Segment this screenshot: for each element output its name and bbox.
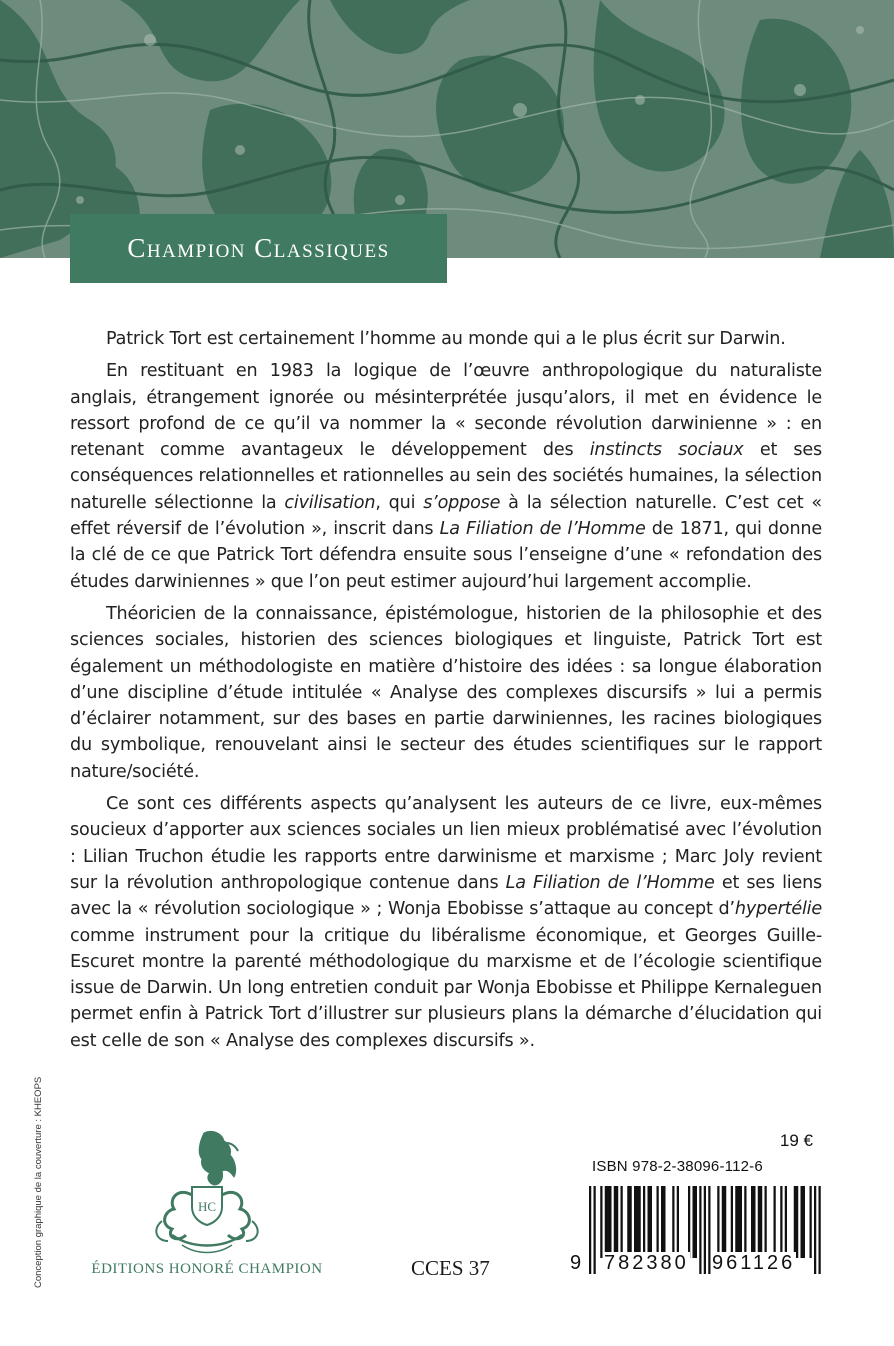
blurb-paragraph: Théoricien de la connaissance, épistémologue, historien de la philosophie et des sciences sociales, historien des sciences biologiques et linguiste, Patrick Tort est également un méthodologiste en matière d’histoire des idées : sa longue élaboration d’une discipline d’étude intitulée « Analyse des complexes discursifs » lui a permis d’éclairer notamment, sur des bases en partie darwiniennes, les racines biologiques du symbolique, renouvelant ainsi le secteur des études scientifiques sur le rapport nature/société. <box>70 603 822 782</box>
back-cover-blurb <box>70 326 822 1060</box>
italic-term: instincts sociaux <box>589 440 744 461</box>
blurb-paragraph: Ce sont ces différents aspects qu’analysent les auteurs de ce livre, eux-mêmes soucieux d’apporter aux sciences sociales un lien mieux problématisé avec l’évolution : Lilian Truchon étudie les rapports entre darwinisme et marxisme ; Marc Joly revient sur la révolution anthropologique contenue dans La Filiation de l’Homme et ses liens avec la « révolution sociologique » ; Wonja Ebobisse s’attaque au concept d’hypertélie comme instrument pour la critique du libéralisme économique, et Georges Guille-Escuret montre la parenté méthodologique du marxisme et de l’écologie scientifique issue de Darwin. Un long entretien conduit par Wonja Ebobisse et Philippe Kernaleguen permet enfin à Patrick Tort d’illustrer sur plusieurs plans la démarche d’élucidation qui est celle de son « Analyse des complexes discursifs ». <box>70 794 822 1051</box>
barcode-digit-group: 9 <box>570 1252 582 1274</box>
barcode-bar <box>722 1186 727 1258</box>
barcode-bar <box>627 1186 632 1258</box>
barcode-bar <box>801 1186 806 1258</box>
barcode-bar <box>785 1186 787 1258</box>
horse-emblem-icon <box>142 1125 272 1260</box>
barcode-bar <box>814 1186 816 1274</box>
barcode-digit-group: 961126 <box>712 1252 796 1274</box>
series-title: Champion Classiques <box>127 233 390 263</box>
barcode-bar <box>810 1186 812 1258</box>
barcode-digit-group: 782380 <box>604 1252 689 1274</box>
barcode-bar <box>589 1186 591 1274</box>
barcode-bar <box>704 1186 706 1274</box>
barcode-bar <box>621 1186 623 1258</box>
blurb-paragraph: En restituant en 1983 la logique de l’œuvre anthropologique du naturaliste anglais, étrangement ignorée ou mésinterprétée jusqu’alors, il met en évidence le ressort profond de ce qu’il va nommer la « seconde révolution darwinienne » : en retenant comme avantageux le développement des instincts sociaux et ses conséquences relationnelles et rationnelles au sein des sociétés humaines, la sélection naturelle sélectionne la civilisation, qui s’oppose à la sélection naturelle. C’est cet « effet réversif de l’évolution », inscrit dans La Filiation de l’Homme de 1871, qui donne la clé de ce que Patrick Tort défendra ensuite sous l’enseigne d’une « refondation des études darwiniennes » que l’on peut estimer aujourd’hui largement accomplie. <box>70 361 822 592</box>
barcode-bar <box>614 1186 619 1258</box>
barcode-bar <box>751 1186 756 1258</box>
barcode-bar <box>688 1186 690 1258</box>
italic-term: civilisation <box>284 492 376 513</box>
design-credit-anchor <box>33 1076 44 1298</box>
italic-term: La Filiation de l’Homme <box>439 519 646 540</box>
barcode-bar <box>648 1186 653 1258</box>
barcode-bar <box>699 1186 701 1274</box>
barcode-bar <box>605 1186 612 1258</box>
barcode-bar <box>672 1186 674 1258</box>
barcode-bar <box>765 1186 767 1258</box>
barcode-bar <box>819 1186 821 1274</box>
barcode-bar <box>758 1186 763 1258</box>
isbn: ISBN 978-2-38096-112-6 <box>592 1158 763 1175</box>
barcode-bar <box>744 1186 746 1258</box>
barcode-bar <box>600 1186 602 1258</box>
barcode-bar <box>594 1186 596 1274</box>
series-banner <box>70 214 447 283</box>
barcode-bar <box>794 1186 799 1258</box>
barcode-bar <box>731 1186 733 1258</box>
italic-term: hypertélie <box>734 899 822 920</box>
barcode-bar <box>643 1186 645 1258</box>
barcode-bar <box>735 1186 742 1258</box>
publisher-name: ÉDITIONS HONORÉ CHAMPION <box>91 1261 323 1277</box>
barcode-bar <box>634 1186 641 1258</box>
barcode-bar <box>693 1186 698 1258</box>
barcode-bar <box>774 1186 776 1258</box>
italic-term: s’oppose <box>423 492 501 513</box>
italic-term: La Filiation de l’Homme <box>505 872 715 893</box>
logo-monogram: HC <box>197 1199 217 1214</box>
publisher-logo <box>142 1125 272 1260</box>
collection-code: CCES 37 <box>411 1256 490 1280</box>
blurb-paragraph: Patrick Tort est certainement l’homme au monde qui a le plus écrit sur Darwin. <box>106 329 786 349</box>
price: 19 € <box>779 1131 813 1150</box>
barcode-bar <box>677 1186 679 1258</box>
barcode-bar <box>780 1186 782 1258</box>
barcode-bar <box>717 1186 719 1258</box>
barcode-bar <box>657 1186 659 1258</box>
barcode-bar <box>661 1186 666 1258</box>
design-credit: Conception graphique de la couverture : KHEOPS <box>33 1076 44 1288</box>
